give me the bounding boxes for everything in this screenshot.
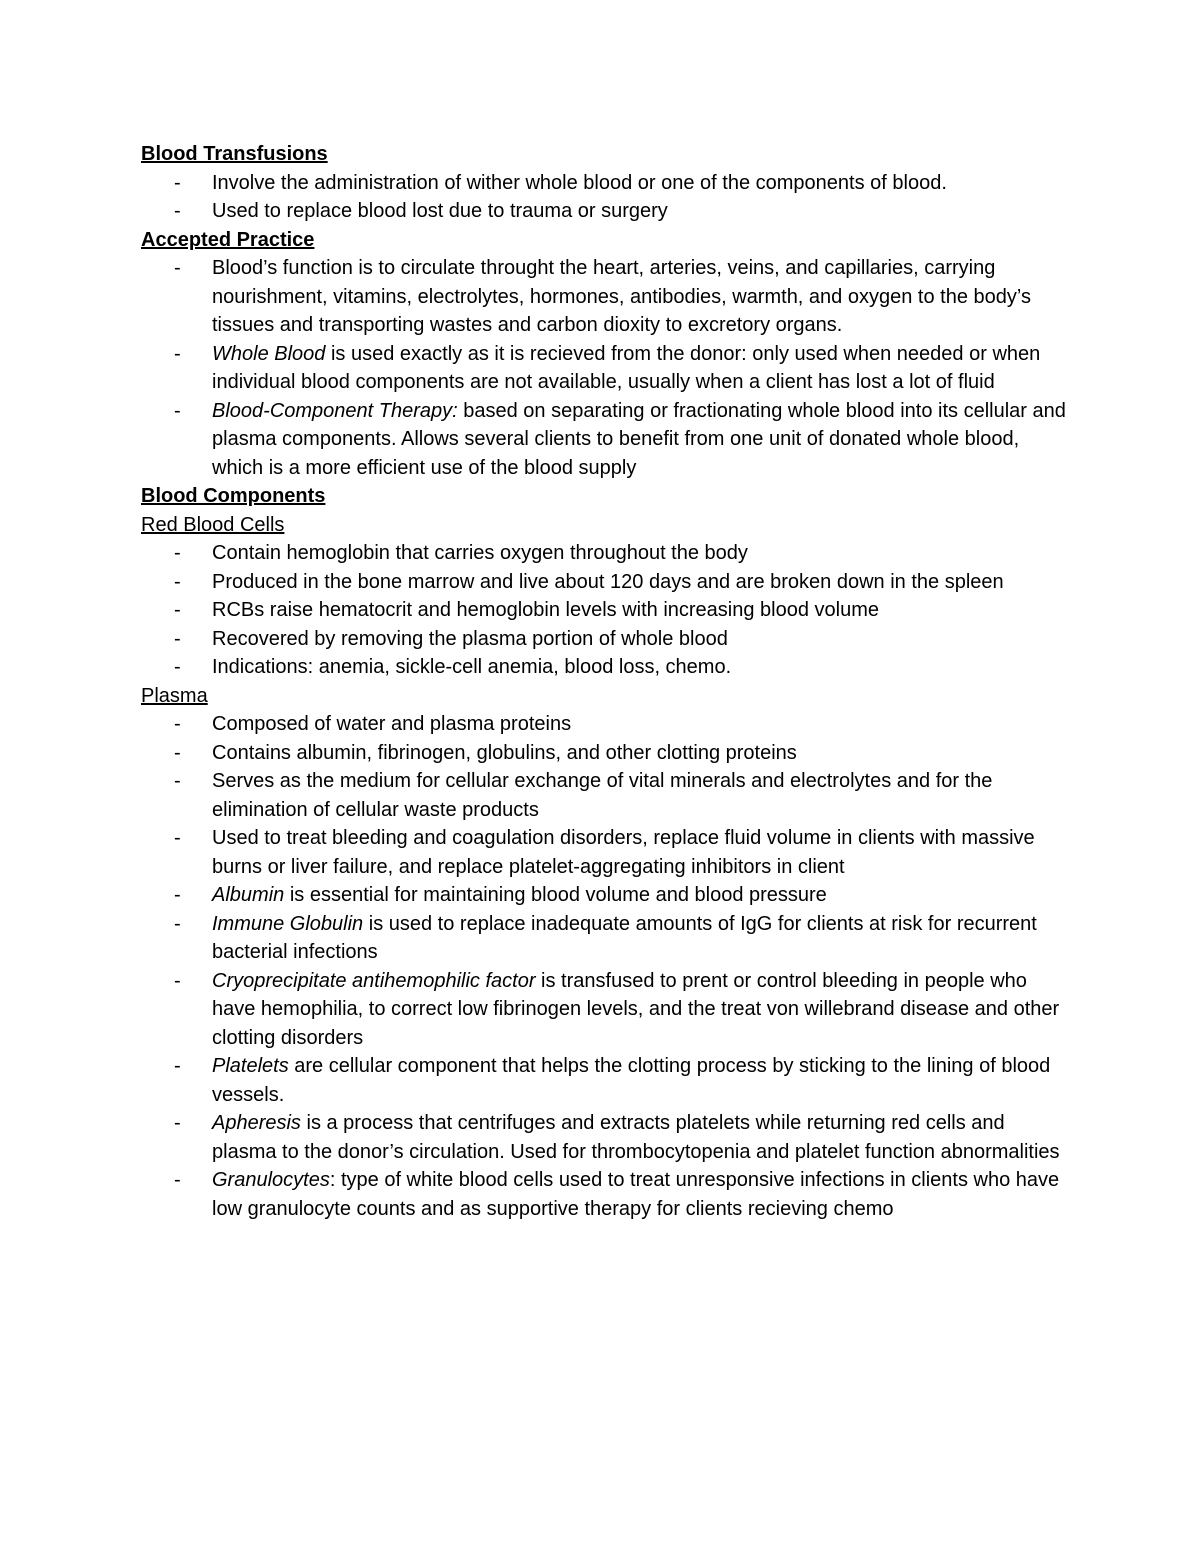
italic-term: Whole Blood bbox=[212, 342, 326, 365]
bullet-marker: - bbox=[174, 827, 181, 849]
list-item-text: is transfused to prent or control bleeding in people who have hemophilia, to correct low fibrinogen levels, and the treat von willebrand disease and other clotting disorders bbox=[212, 969, 1060, 1049]
bullet-marker: - bbox=[174, 969, 181, 992]
section-heading: Blood Transfusions bbox=[141, 143, 328, 165]
italic-term: Granulocytes bbox=[212, 1169, 330, 1191]
bullet-marker: - bbox=[174, 171, 181, 194]
bullet-marker: - bbox=[174, 570, 181, 593]
list-item bbox=[141, 596, 1071, 625]
list-item bbox=[141, 910, 1071, 967]
bullet-list bbox=[141, 169, 1071, 226]
bullet-marker: - bbox=[174, 770, 181, 792]
list-item-text: Serves as the medium for cellular exchange of vital minerals and electrolytes and for the elimination of cellular waste products bbox=[212, 770, 993, 821]
section-heading: Blood Components bbox=[141, 485, 326, 507]
bullet-list bbox=[141, 710, 1071, 1223]
subsection-heading: Plasma bbox=[141, 684, 208, 707]
bullet-marker: - bbox=[174, 884, 181, 906]
list-item bbox=[141, 625, 1071, 654]
bullet-marker: - bbox=[174, 741, 181, 764]
list-item-text: Produced in the bone marrow and live about 120 days and are broken down in the spleen bbox=[212, 570, 1004, 593]
list-item-text: Contains albumin, fibrinogen, globulins, and other clotting proteins bbox=[212, 741, 797, 764]
list-item-text: Contain hemoglobin that carries oxygen throughout the body bbox=[212, 542, 748, 564]
list-item bbox=[141, 824, 1071, 881]
list-item-text: Used to treat bleeding and coagulation disorders, replace fluid volume in clients with massive burns or liver failure, and replace platelet-aggregating inhibitors in client bbox=[212, 827, 1035, 878]
list-item bbox=[141, 397, 1071, 483]
list-item-text: based on separating or fractionating whole blood into its cellular and plasma components. Allows several clients to benefit from one unit of donated whole blood, which is a more efficient use of the blood supply bbox=[212, 399, 1066, 479]
italic-term: Blood-Component Therapy: bbox=[212, 399, 458, 422]
bullet-list bbox=[141, 254, 1071, 482]
bullet-marker: - bbox=[174, 1169, 181, 1191]
list-item-text: Involve the administration of wither whole blood or one of the components of blood. bbox=[212, 171, 947, 194]
bullet-marker: - bbox=[174, 342, 181, 365]
list-item bbox=[141, 710, 1071, 739]
list-item-text: is used to replace inadequate amounts of IgG for clients at risk for recurrent bacterial infections bbox=[212, 912, 1037, 963]
list-item-text: : type of white blood cells used to treat unresponsive infections in clients who have low granulocyte counts and as supportive therapy for clients recieving chemo bbox=[212, 1169, 1060, 1220]
bullet-marker: - bbox=[174, 257, 181, 279]
list-item bbox=[141, 197, 1071, 226]
list-item-text: Used to replace blood lost due to trauma or surgery bbox=[212, 200, 668, 222]
italic-term: Albumin bbox=[212, 884, 285, 906]
italic-term: Apheresis bbox=[212, 1112, 301, 1134]
bullet-marker: - bbox=[174, 713, 181, 735]
list-item bbox=[141, 967, 1071, 1053]
list-item bbox=[141, 1052, 1071, 1109]
bullet-marker: - bbox=[174, 912, 181, 935]
bullet-list bbox=[141, 539, 1071, 682]
italic-term: Cryoprecipitate antihemophilic factor bbox=[212, 969, 536, 992]
list-item-text: is essential for maintaining blood volume and blood pressure bbox=[284, 884, 827, 906]
list-item-text: Blood’s function is to circulate throught the heart, arteries, veins, and capillaries, carrying nourishment, vitamins, electrolytes, hormones, antibodies, warmth, and oxygen to the body’s tissues and transporting wastes and carbon dioxity to excretory organs. bbox=[212, 257, 1031, 336]
list-item bbox=[141, 739, 1071, 768]
list-item bbox=[141, 1109, 1071, 1166]
list-item-text: is a process that centrifuges and extracts platelets while returning red cells and plasma to the donor’s circulation. Used for thrombocytopenia and platelet function abnormalities bbox=[212, 1112, 1060, 1163]
list-item-text: Indications: anemia, sickle-cell anemia, blood loss, chemo. bbox=[212, 656, 732, 678]
list-item bbox=[141, 653, 1071, 682]
list-item bbox=[141, 1166, 1071, 1223]
list-item-text: are cellular component that helps the clotting process by sticking to the lining of blood vessels. bbox=[212, 1055, 1051, 1106]
bullet-marker: - bbox=[174, 542, 181, 564]
list-item bbox=[141, 340, 1071, 397]
bullet-marker: - bbox=[174, 599, 181, 621]
list-item-text: RCBs raise hematocrit and hemoglobin levels with increasing blood volume bbox=[212, 599, 880, 621]
bullet-marker: - bbox=[174, 399, 181, 422]
list-item-text: Composed of water and plasma proteins bbox=[212, 713, 572, 735]
bullet-marker: - bbox=[174, 200, 181, 222]
bullet-marker: - bbox=[174, 1112, 181, 1134]
list-item bbox=[141, 568, 1071, 597]
list-item bbox=[141, 169, 1071, 198]
subsection-heading: Red Blood Cells bbox=[141, 513, 285, 536]
italic-term: Immune Globulin bbox=[212, 912, 364, 935]
list-item-text: is used exactly as it is recieved from the donor: only used when needed or when individual blood components are not available, usually when a client has lost a lot of fluid bbox=[212, 342, 1041, 393]
document-body bbox=[141, 140, 1071, 1223]
bullet-marker: - bbox=[174, 627, 181, 650]
section-heading: Accepted Practice bbox=[141, 228, 315, 251]
bullet-marker: - bbox=[174, 656, 181, 678]
list-item bbox=[141, 767, 1071, 824]
list-item bbox=[141, 254, 1071, 340]
list-item-text: Recovered by removing the plasma portion of whole blood bbox=[212, 627, 728, 650]
italic-term: Platelets bbox=[212, 1055, 289, 1077]
bullet-marker: - bbox=[174, 1055, 181, 1077]
list-item bbox=[141, 539, 1071, 568]
list-item bbox=[141, 881, 1071, 910]
